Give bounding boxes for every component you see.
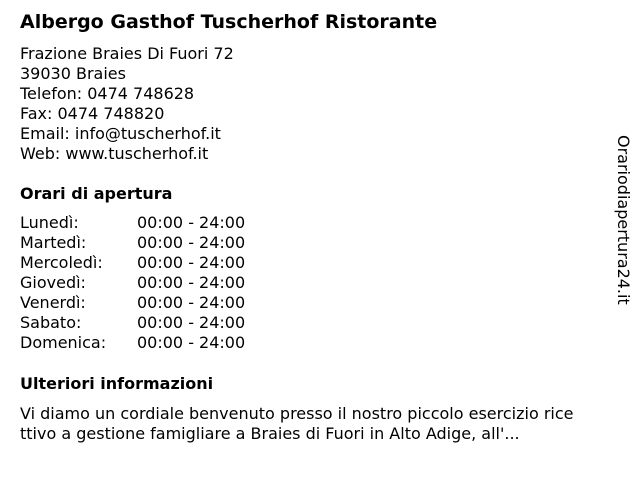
day-label: Mercoledì: (20, 253, 103, 272)
more-info-heading: Ulteriori informazioni (20, 374, 214, 393)
hours-row (20, 313, 280, 333)
day-label: Sabato: (20, 313, 82, 332)
hours-row (20, 253, 280, 273)
day-label: Domenica: (20, 333, 107, 352)
time-range: 00:00 - 24:00 (137, 253, 246, 272)
time-range: 00:00 - 24:00 (137, 333, 246, 352)
time-range: 00:00 - 24:00 (137, 293, 246, 312)
fax-number: Fax: 0474 748820 (20, 104, 165, 123)
address-city: 39030 Braies (20, 64, 126, 83)
time-range: 00:00 - 24:00 (137, 313, 246, 332)
opening-hours-list (20, 213, 280, 353)
time-range: 00:00 - 24:00 (137, 213, 246, 232)
contact-block (20, 44, 234, 164)
day-label: Martedì: (20, 233, 87, 252)
address-street: Frazione Braies Di Fuori 72 (20, 44, 234, 63)
opening-hours-heading: Orari di apertura (20, 184, 173, 203)
email-address: Email: info@tuscherhof.it (20, 124, 221, 143)
description-text (20, 404, 620, 444)
day-label: Lunedì: (20, 213, 79, 232)
hours-row (20, 233, 280, 253)
description-line: ttivo a gestione famigliare a Braies di Fuori in Alto Adige, all'... (20, 424, 520, 443)
phone-number: Telefon: 0474 748628 (20, 84, 195, 103)
description-line: Vi diamo un cordiale benvenuto presso il nostro piccolo esercizio rice (20, 404, 574, 423)
website: Web: www.tuscherhof.it (20, 144, 209, 163)
hours-row (20, 213, 280, 233)
day-label: Venerdì: (20, 293, 86, 312)
time-range: 00:00 - 24:00 (137, 233, 246, 252)
hours-row (20, 333, 280, 353)
time-range: 00:00 - 24:00 (137, 273, 246, 292)
hours-row (20, 273, 280, 293)
business-name: Albergo Gasthof Tuscherhof Ristorante (20, 11, 438, 33)
hours-row (20, 293, 280, 313)
day-label: Giovedì: (20, 273, 86, 292)
watermark-text: Orariodiapertura24.it (614, 135, 633, 305)
